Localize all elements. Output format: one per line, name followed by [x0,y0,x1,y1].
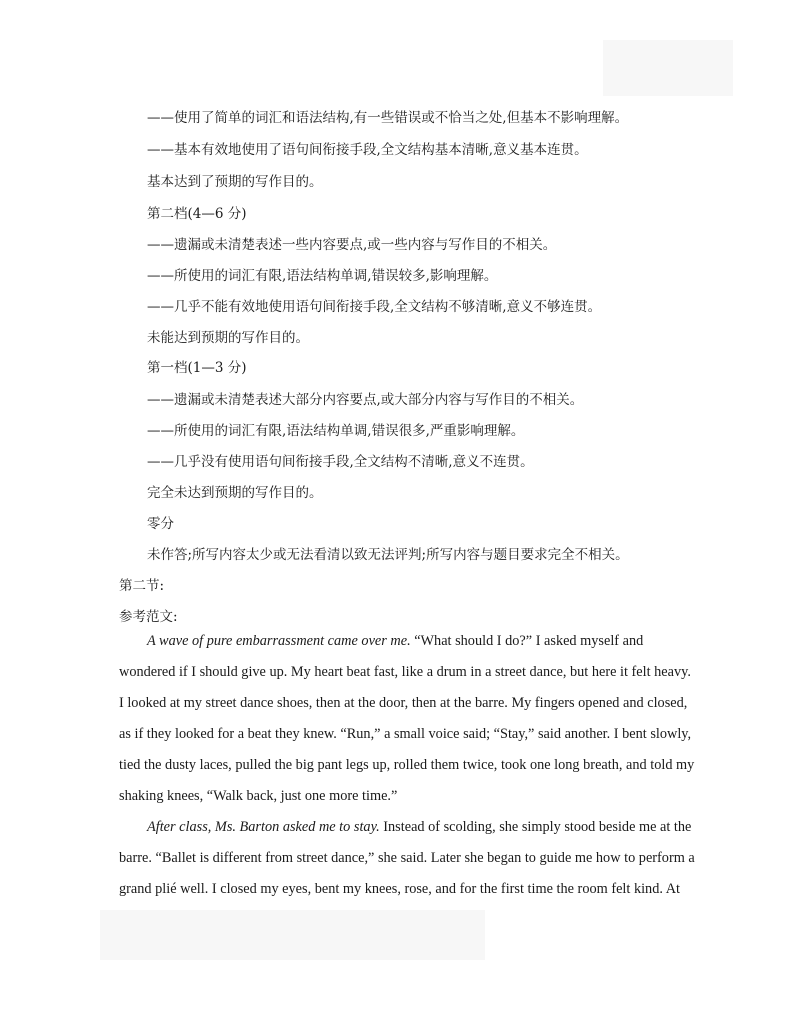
band1-item: 完全未达到预期的写作目的。 [147,485,323,501]
scan-smudge-top [603,40,733,96]
essay-text: “What should I do?” I asked myself and [410,633,644,649]
criteria-line: 基本达到了预期的写作目的。 [147,174,323,190]
essay-p2-opening-sentence: After class, Ms. Barton asked me to stay. [147,819,380,835]
band0-heading: 零分 [147,516,174,532]
band0-text: 未作答;所写内容太少或无法看清以致无法评判;所写内容与题目要求完全不相关。 [147,547,629,563]
essay-p1-line-1 [147,633,679,650]
band2-item: ——所使用的词汇有限,语法结构单调,错误较多,影响理解。 [147,268,498,284]
essay-p1-opening-sentence: A wave of pure embarrassment came over me. [147,633,411,649]
essay-text: Instead of scolding, she simply stood beside me at the [379,819,692,835]
essay-text: grand plié well. I closed my eyes, bent my knees, rose, and for the first time the room felt kind. At [119,881,681,897]
essay-text: I looked at my street dance shoes, then at the door, then at the barre. My fingers opened and closed, [119,695,688,711]
band2-item: ——几乎不能有效地使用语句间衔接手段,全文结构不够清晰,意义不够连贯。 [147,299,602,315]
band1-heading: 第一档(1—3 分) [147,360,247,376]
band2-heading: 第二档(4—6 分) [147,206,247,222]
criteria-line: ——基本有效地使用了语句间衔接手段,全文结构基本清晰,意义基本连贯。 [147,142,588,158]
scan-smudge-bottom [100,910,485,960]
band1-item: ——几乎没有使用语句间衔接手段,全文结构不清晰,意义不连贯。 [147,454,534,470]
essay-text: barre. “Ballet is different from street dance,” she said. Later she began to guide me how to perform a [119,850,695,866]
essay-p2-line-1 [147,819,692,836]
essay-text: shaking knees, “Walk back, just one more time.” [119,788,398,804]
essay-text: as if they looked for a beat they knew. “Run,” a small voice said; “Stay,” said another. I bent slowly, [119,726,692,742]
band1-item: ——所使用的词汇有限,语法结构单调,错误很多,严重影响理解。 [147,423,525,439]
sample-essay-label: 参考范文: [119,609,178,625]
band2-item: ——遗漏或未清楚表述一些内容要点,或一些内容与写作目的不相关。 [147,237,557,253]
essay-text: tied the dusty laces, pulled the big pant legs up, rolled them twice, took one long breath, and told my [119,757,695,773]
essay-text: wondered if I should give up. My heart beat fast, like a drum in a street dance, but here it felt heavy. [119,664,691,680]
section2-heading: 第二节: [119,578,165,594]
band2-item: 未能达到预期的写作目的。 [147,330,309,346]
band1-item: ——遗漏或未清楚表述大部分内容要点,或大部分内容与写作目的不相关。 [147,392,584,408]
criteria-line: ——使用了简单的词汇和语法结构,有一些错误或不恰当之处,但基本不影响理解。 [147,110,629,126]
